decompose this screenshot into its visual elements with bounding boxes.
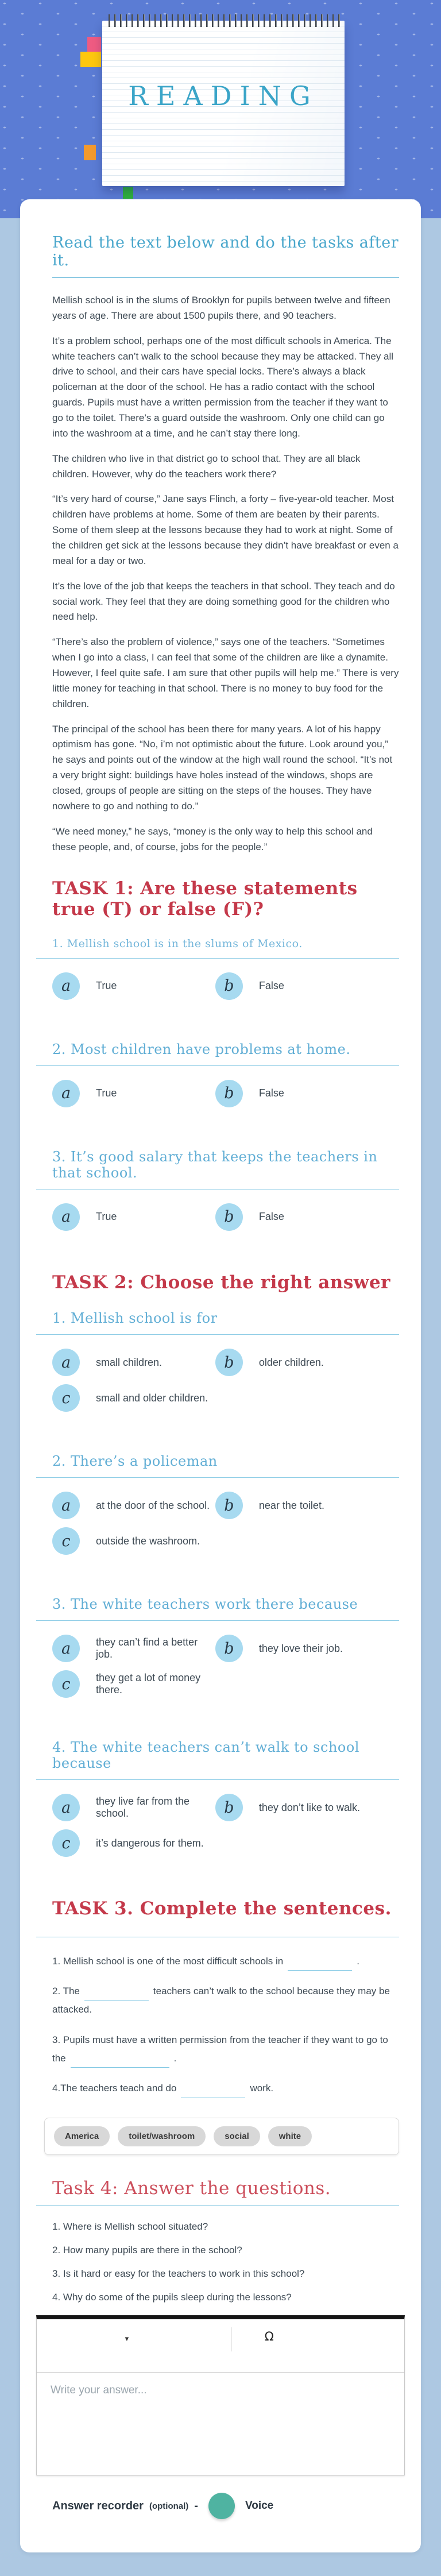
option-letter-badge: b (215, 1492, 243, 1519)
task3-section (52, 1898, 399, 2154)
option-letter-badge: a (52, 1349, 80, 1376)
answer-option[interactable] (215, 1080, 399, 1107)
question-rule (36, 1334, 399, 1335)
word-bank-item[interactable]: white (268, 2126, 312, 2146)
question-rule (36, 1477, 399, 1478)
intro-title-rule (52, 277, 399, 278)
option-label: they love their job. (258, 1642, 343, 1654)
answer-option[interactable] (52, 1203, 215, 1231)
option-letter-badge: b (215, 1794, 243, 1821)
question-text: 2. There’s a policeman (52, 1453, 218, 1470)
sentence-text-before: 3. Pupils must have a written permission from the teacher if they want to go to the (52, 2034, 388, 2064)
task4-question: 1. Where is Mellish school situated? (52, 2221, 208, 2233)
sentence-text-after: teachers can’t walk to the school because they may be attacked. (52, 1986, 390, 2015)
reading-passage (52, 293, 399, 855)
option-letter-badge: b (215, 972, 243, 1000)
question-block (52, 1310, 399, 1412)
answer-option[interactable] (215, 972, 399, 1000)
green-sticky-tab (123, 187, 133, 199)
question-text: 2. Most children have problems at home. (52, 1041, 351, 1057)
fill-blank[interactable] (84, 1990, 149, 2001)
option-label: at the door of the school. (96, 1499, 210, 1511)
option-letter-badge: c (52, 1384, 80, 1412)
answer-placeholder: Write your answer... (51, 2384, 147, 2397)
option-label: True (96, 1087, 117, 1099)
recorder-label: Answer recorder (52, 2499, 144, 2512)
question-block (52, 1149, 399, 1231)
recorder-optional-label: (optional) (149, 2501, 189, 2511)
answer-option[interactable] (52, 1349, 215, 1376)
voice-label: Voice (245, 2500, 274, 2512)
option-label: they get a lot of money there. (96, 1672, 201, 1696)
passage-paragraph: “There’s also the problem of violence,” says one of the teachers. “Sometimes when I go into a class, I can feel that some of the children are like a dynamite. However, I feel quite safe. I am sure that other pupils will help me.” There is very little money for teaching in that school. There is no money to buy food for the children. (52, 636, 399, 709)
answer-option[interactable] (52, 1794, 215, 1821)
answer-option[interactable] (52, 1527, 215, 1555)
sentence-text-after: . (173, 2053, 177, 2064)
editor-toolbar (37, 2319, 404, 2373)
option-label: True (96, 980, 117, 992)
toolbar-divider (231, 2327, 232, 2351)
orange-sticky-tab (84, 145, 96, 160)
special-character-omega-icon[interactable]: Ω (264, 2330, 274, 2344)
word-bank-item[interactable]: toilet/washroom (118, 2126, 206, 2146)
answer-option[interactable] (215, 1635, 399, 1662)
intro-title: Read the text below and do the tasks after it. (52, 234, 399, 269)
option-label: they don’t like to walk. (258, 1801, 360, 1813)
passage-paragraph: Mellish school is in the slums of Brooklyn for pupils between twelve and fifteen years of age. There are about 1500 pupils there, and 90 teachers. (52, 295, 390, 321)
passage-paragraph: “We need money,” he says, “money is the only way to help this school and these people, and, of course, jobs for the people.” (52, 825, 373, 852)
option-label: small and older children. (96, 1392, 208, 1404)
task1-section (52, 878, 399, 1231)
option-letter-badge: a (52, 1794, 80, 1821)
question-text: 3. It’s good salary that keeps the teachers in that school. (52, 1148, 378, 1181)
answer-option[interactable] (52, 1384, 215, 1412)
option-label: outside the washroom. (96, 1535, 200, 1547)
answer-option[interactable] (215, 1794, 399, 1821)
fill-blank[interactable] (71, 2057, 169, 2068)
intro-section (52, 234, 399, 855)
question-block (52, 1041, 399, 1107)
answer-options (52, 1492, 399, 1555)
answer-option[interactable] (52, 1670, 215, 1698)
option-label: they live far from the school. (96, 1795, 190, 1820)
question-rule (36, 1065, 399, 1066)
recorder-dash: - (194, 2499, 198, 2512)
worksheet-card (20, 199, 421, 2552)
option-label: True (96, 1211, 117, 1223)
fill-blank[interactable] (181, 2087, 245, 2098)
answer-editor (36, 2315, 405, 2475)
question-block (52, 1739, 399, 1857)
answer-options (52, 1203, 399, 1231)
answer-options (52, 1794, 399, 1857)
question-block (52, 1596, 399, 1698)
task3-heading: TASK 3. Complete the sentences. (52, 1898, 392, 1920)
sentence-text-after: work. (250, 2083, 274, 2094)
fill-blank[interactable] (288, 1960, 352, 1971)
option-letter-badge: a (52, 1635, 80, 1662)
option-letter-badge: a (52, 1080, 80, 1107)
answer-option[interactable] (215, 1349, 399, 1376)
question-text: 1. Mellish school is for (52, 1310, 218, 1327)
passage-paragraph: It’s the love of the job that keeps the teachers in that school. They teach and do social work. They feel that they are doing something good for the children who need help. (52, 580, 395, 623)
task4-question: 3. Is it hard or easy for the teachers to work in this school? (52, 2268, 305, 2280)
question-text: 1. Mellish school is in the slums of Mexico. (52, 937, 303, 950)
task4-question: 4. Why do some of the pupils sleep during the lessons? (52, 2292, 292, 2303)
notebook-graphic (102, 21, 345, 186)
answer-options (52, 972, 399, 1000)
question-text: 3. The white teachers work there because (52, 1596, 358, 1613)
option-letter-badge: c (52, 1829, 80, 1857)
option-label: False (258, 1211, 284, 1223)
answer-recorder-row (52, 2493, 399, 2519)
task2-heading: TASK 2: Choose the right answer (52, 1272, 391, 1293)
option-letter-badge: a (52, 1492, 80, 1519)
option-letter-badge: a (52, 972, 80, 1000)
fill-in-sentence (52, 2031, 399, 2068)
option-label: False (258, 1087, 284, 1099)
option-letter-badge: b (215, 1349, 243, 1376)
answer-option[interactable] (215, 1492, 399, 1519)
sentence-text-before: 4.The teachers teach and do (52, 2083, 177, 2094)
fill-in-sentence (52, 1982, 399, 2019)
option-label: they can’t find a better job. (96, 1636, 198, 1660)
answer-option[interactable] (52, 1080, 215, 1107)
yellow-sticky-tab (80, 52, 101, 67)
question-rule (36, 1779, 399, 1780)
format-dropdown-caret-icon[interactable]: ▾ (125, 2334, 129, 2343)
answer-option[interactable] (52, 972, 215, 1000)
worksheet-title: READING (128, 80, 319, 111)
task4-section (52, 2178, 399, 2520)
question-rule (36, 1620, 399, 1621)
fill-in-sentence (52, 1952, 399, 1971)
page-footer-space (0, 2552, 441, 2576)
passage-paragraph: The principal of the school has been there for many years. A lot of his happy optimism has gone. “No, i’m not optimistic about the future. Look around you,” he says and points out of the window at the high wall round the school. “It’s not a very bright sight: buildings have holes instead of the windows, shops are closed, groups of people are sitting on the steps of the houses. They have nowhere to go and nothing to do.” (52, 723, 393, 812)
option-letter-badge: c (52, 1527, 80, 1555)
option-letter-badge: b (215, 1635, 243, 1662)
option-letter-badge: b (215, 1080, 243, 1107)
passage-paragraph: It’s a problem school, perhaps one of the most difficult schools in America. The white teachers can’t walk to the school because they may be attacked. They all drive to school, and their cars have special locks. There’s always a black policeman at the door of the school. He has a radio contact with the school guards. Pupils must have a written permission from the teacher if they want to go to the toilet. There’s a guard outside the washroom. Only one child can go into the washroom at a time, and he can’t stay there long. (52, 335, 394, 439)
fill-in-sentence (52, 2079, 399, 2098)
answer-options (52, 1080, 399, 1107)
question-text: 4. The white teachers can’t walk to school because (52, 1739, 359, 1772)
option-label: older children. (258, 1356, 324, 1368)
answer-options (52, 1349, 399, 1412)
sentence-text-before: 2. The (52, 1986, 80, 1997)
sentence-text-after: . (357, 1955, 359, 1967)
option-letter-badge: c (52, 1670, 80, 1698)
option-label: near the toilet. (258, 1499, 324, 1511)
question-rule (36, 958, 399, 959)
answer-option[interactable] (52, 1492, 215, 1519)
word-bank-item[interactable]: America (54, 2126, 110, 2146)
answer-option[interactable] (52, 1829, 215, 1857)
task2-section (52, 1272, 399, 1857)
task1-heading: TASK 1: Are these statements true (T) or false (F)? (52, 878, 358, 920)
answer-textarea[interactable] (37, 2373, 404, 2475)
answer-option[interactable] (52, 1635, 215, 1662)
answer-option[interactable] (215, 1203, 399, 1231)
voice-record-button[interactable] (208, 2493, 235, 2519)
spiral-binding-icon (107, 14, 340, 27)
option-label: it’s dangerous for them. (96, 1837, 204, 1849)
answer-options (52, 1635, 399, 1698)
passage-paragraph: The children who live in that district go to school that. They are all black children. However, why do the teachers work there? (52, 453, 361, 480)
question-block (52, 937, 399, 1000)
option-label: small children. (96, 1356, 163, 1368)
word-bank-item[interactable]: social (214, 2126, 260, 2146)
passage-paragraph: “It’s very hard of course,” Jane says Flinch, a forty – five-year-old teacher. Most children have problems at home. Some of them are beaten by their parents. Some of them sleep at the lessons because they had to work at night. Some of the children get sick at the lessons because they didn’t have breakfast or even a meal for a day or two. (52, 493, 399, 566)
word-bank (44, 2118, 399, 2155)
option-letter-badge: a (52, 1203, 80, 1231)
task4-question: 2. How many pupils are there in the school? (52, 2245, 242, 2256)
question-block (52, 1453, 399, 1555)
option-label: False (258, 980, 284, 992)
option-letter-badge: b (215, 1203, 243, 1231)
sentence-text-before: 1. Mellish school is one of the most difficult schools in (52, 1955, 284, 1967)
header-banner (0, 0, 441, 218)
task4-heading: Task 4: Answer the questions. (52, 2177, 331, 2199)
